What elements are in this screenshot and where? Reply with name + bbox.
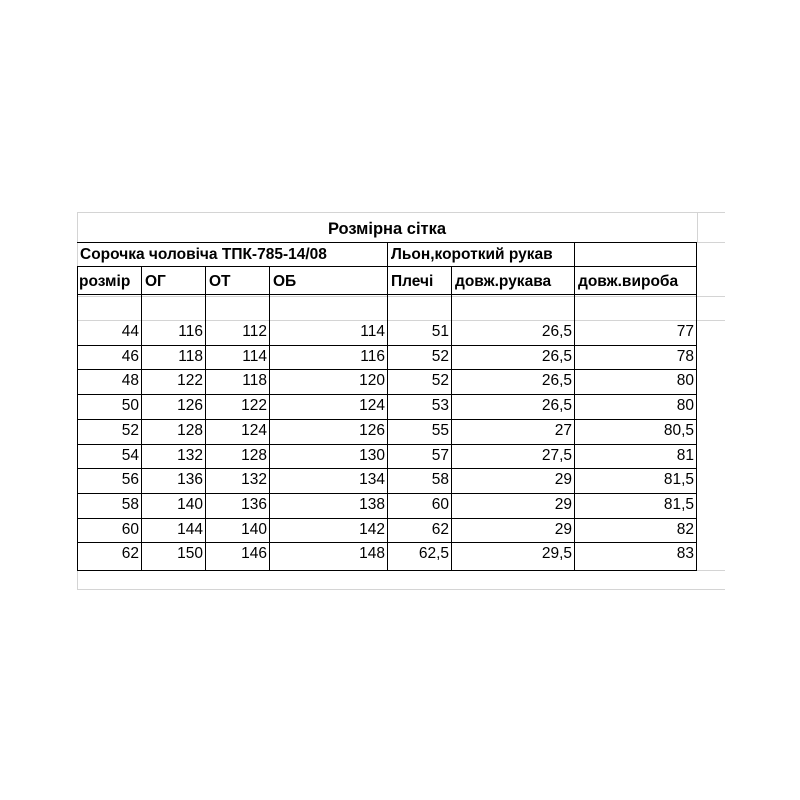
cell-ob: 130 (359, 446, 385, 464)
cell-size: 60 (121, 520, 139, 538)
row-border (77, 345, 697, 346)
cell-garment-length: 81,5 (663, 471, 694, 489)
cell-ot: 112 (242, 323, 267, 340)
cell-ot: 124 (241, 421, 267, 439)
cell-size: 62 (121, 545, 139, 563)
row-border (77, 419, 697, 420)
table-border (77, 570, 697, 571)
cell-shoulders: 55 (431, 421, 449, 439)
cell-shoulders: 53 (431, 397, 449, 415)
col-header-garment-length: довж.вироба (578, 273, 679, 290)
cell-og: 126 (177, 397, 203, 415)
row-border (77, 518, 697, 519)
cell-ot: 140 (241, 520, 267, 538)
cell-ot: 118 (242, 372, 267, 390)
cell-size: 46 (121, 347, 139, 365)
grid-line (697, 212, 698, 242)
cell-garment-length: 82 (676, 520, 694, 538)
col-header-ot: ОТ (209, 273, 231, 290)
cell-ob: 116 (360, 347, 385, 365)
cell-size: 54 (121, 446, 139, 464)
table-border (574, 242, 575, 266)
cell-ob: 138 (359, 495, 385, 513)
cell-og: 150 (177, 545, 203, 563)
grid-line (77, 296, 725, 297)
cell-ot: 122 (241, 397, 267, 415)
cell-ot: 114 (242, 347, 267, 365)
cell-ob: 120 (359, 372, 385, 390)
cell-shoulders: 52 (431, 372, 449, 390)
cell-ob: 126 (359, 421, 385, 439)
table-border (696, 242, 697, 570)
cell-shoulders: 52 (431, 347, 449, 365)
cell-og: 136 (177, 471, 203, 489)
row-border (77, 493, 697, 494)
cell-sleeve-length: 26,5 (541, 347, 572, 365)
cell-sleeve-length: 26,5 (541, 323, 572, 340)
product-name: Сорочка чоловіча ТПК-785-14/08 (80, 246, 327, 263)
fabric-description: Льон,короткий рукав (391, 246, 553, 263)
col-header-shoulders: Плечі (391, 273, 434, 290)
cell-sleeve-length: 27,5 (541, 446, 572, 464)
cell-sleeve-length: 29,5 (541, 545, 572, 563)
size-chart-sheet (77, 212, 725, 590)
grid-line-top (77, 212, 725, 213)
cell-shoulders: 57 (431, 446, 449, 464)
chart-title: Розмірна сітка (327, 220, 447, 238)
grid-line-bottom (77, 589, 725, 590)
cell-og: 116 (178, 323, 203, 340)
cell-og: 128 (177, 421, 203, 439)
cell-shoulders: 51 (431, 323, 449, 340)
cell-og: 144 (177, 520, 203, 538)
cell-ob: 148 (359, 545, 385, 563)
cell-size: 52 (121, 421, 139, 439)
row-border (77, 369, 697, 370)
cell-ot: 128 (241, 446, 267, 464)
cell-garment-length: 80 (676, 372, 694, 390)
cell-size: 44 (121, 323, 139, 340)
cell-ot: 136 (241, 495, 267, 513)
cell-og: 140 (177, 495, 203, 513)
cell-ob: 114 (360, 323, 385, 340)
cell-sleeve-length: 29 (554, 520, 572, 538)
cell-size: 50 (121, 397, 139, 415)
cell-shoulders: 58 (431, 471, 449, 489)
row-border (77, 394, 697, 395)
cell-size: 58 (121, 495, 139, 513)
col-header-size: розмір (79, 273, 131, 290)
grid-line (77, 320, 725, 321)
cell-sleeve-length: 26,5 (541, 397, 572, 415)
cell-garment-length: 80 (676, 397, 694, 415)
cell-garment-length: 81,5 (663, 495, 694, 513)
cell-shoulders: 62 (431, 520, 449, 538)
cell-sleeve-length: 29 (554, 471, 572, 489)
cell-sleeve-length: 29 (554, 495, 572, 513)
cell-size: 48 (121, 372, 139, 390)
col-header-sleeve-length: довж.рукава (455, 273, 552, 290)
row-border (77, 468, 697, 469)
cell-ot: 132 (241, 471, 267, 489)
cell-garment-length: 78 (676, 347, 694, 365)
cell-ob: 142 (359, 520, 385, 538)
cell-shoulders: 62,5 (418, 545, 449, 563)
cell-og: 122 (177, 372, 203, 390)
cell-ot: 146 (241, 545, 267, 563)
row-border (77, 542, 697, 543)
row-border (77, 444, 697, 445)
cell-og: 118 (178, 347, 203, 365)
cell-shoulders: 60 (431, 495, 449, 513)
col-header-ob: ОБ (273, 273, 297, 290)
cell-garment-length: 77 (676, 323, 694, 340)
cell-size: 56 (121, 471, 139, 489)
table-border (387, 242, 388, 266)
cell-sleeve-length: 27 (554, 421, 572, 439)
cell-sleeve-length: 26,5 (541, 372, 572, 390)
cell-ob: 124 (359, 397, 385, 415)
cell-garment-length: 81 (676, 446, 694, 464)
cell-garment-length: 83 (676, 545, 694, 563)
col-header-og: ОГ (145, 273, 166, 290)
cell-ob: 134 (359, 471, 385, 489)
cell-garment-length: 80,5 (663, 421, 694, 439)
cell-og: 132 (177, 446, 203, 464)
